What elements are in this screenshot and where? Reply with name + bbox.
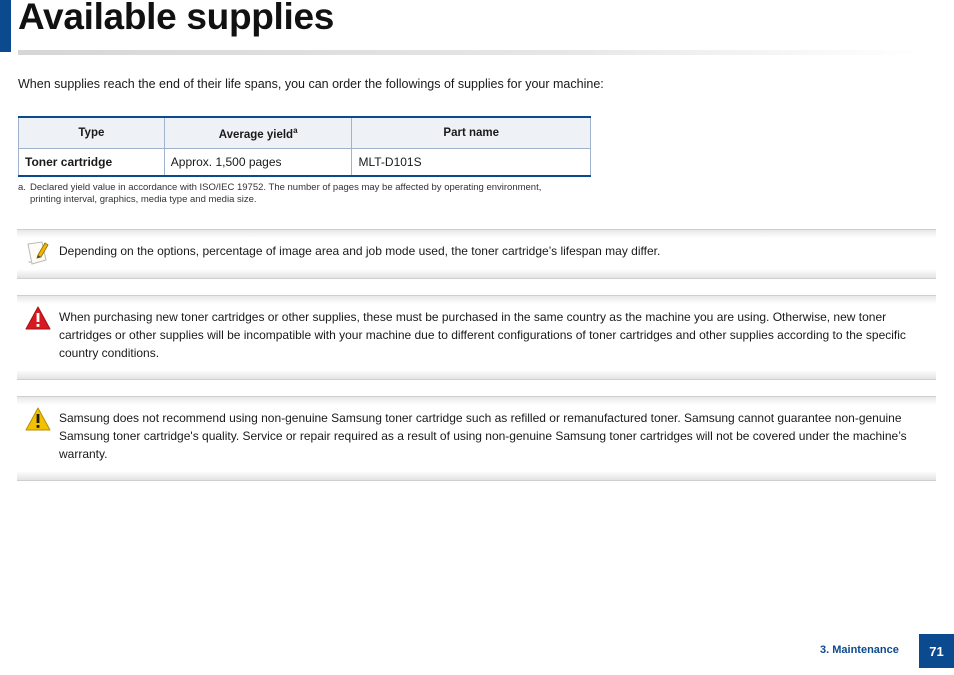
table-header-row [19, 117, 591, 149]
cell-type: Toner cartridge [19, 149, 165, 177]
header-part-name: Part name [352, 117, 591, 149]
supplies-table [18, 116, 591, 177]
intro-text: When supplies reach the end of their life spans, you can order the followings of supplies for your machine: [18, 77, 604, 91]
header-yield [164, 117, 352, 149]
title-underline [18, 50, 918, 55]
header-type: Type [19, 117, 165, 149]
chapter-label: 3. Maintenance [820, 644, 899, 656]
footnote-mark: a. [18, 182, 26, 193]
cell-part-name: MLT-D101S [352, 149, 591, 177]
warning-text: When purchasing new toner cartridges or other supplies, these must be purchased in the same country as the machine you are using. Otherwise, new toner cartridges or other supplies will be incompatible with your machine due to different configurations of toner cartridges and other supplies according to the specific country conditions. [59, 310, 906, 360]
header-yield-label: Average yield [218, 128, 294, 141]
note-box [17, 229, 936, 279]
note-text: Depending on the options, percentage of image area and job mode used, the toner cartridge’s lifespan may differ. [59, 244, 661, 258]
page-title: Available supplies [18, 0, 335, 37]
caution-yellow-icon [25, 407, 51, 436]
warning-red-icon [25, 306, 51, 335]
cell-yield: Approx. 1,500 pages [164, 149, 352, 177]
footnote-line-2: printing interval, graphics, media type and media size. [30, 193, 257, 205]
caution-box [17, 396, 936, 481]
page-number: 71 [919, 634, 954, 668]
memo-note-icon [25, 240, 49, 271]
table-footnote [18, 182, 598, 205]
footnote-line-1: Declared yield value in accordance with ISO/IEC 19752. The number of pages may be affected by operating environment, [30, 182, 542, 193]
table-row [19, 149, 591, 177]
footnote-ref: a [293, 125, 298, 135]
title-accent-bar [0, 0, 11, 52]
warning-box [17, 295, 936, 380]
caution-text: Samsung does not recommend using non-genuine Samsung toner cartridge such as refilled or remanufactured toner. Samsung cannot guarantee non-genuine Samsung toner cartridge's quality. Service or repair required as a result of using non-genuine Samsung toner cartridges will not be covered under the machine’s warranty. [59, 411, 907, 461]
